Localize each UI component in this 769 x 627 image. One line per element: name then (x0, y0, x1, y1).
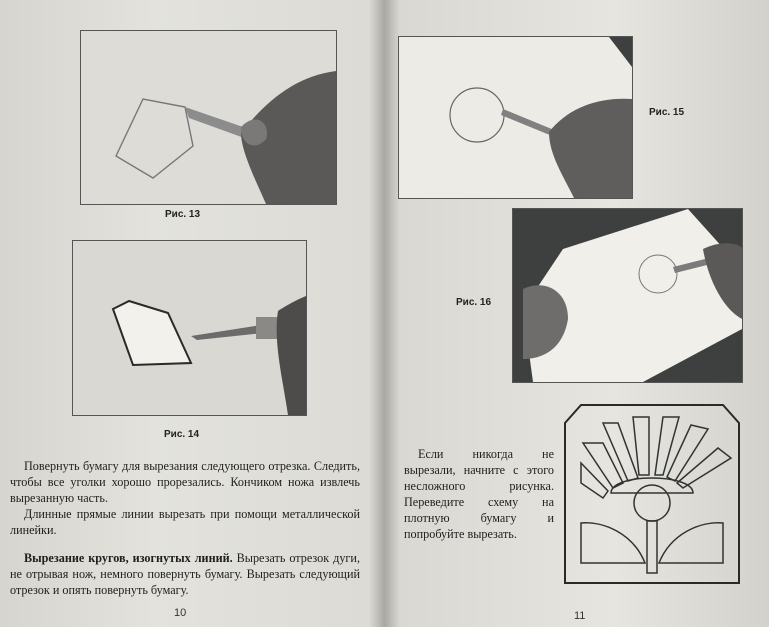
figure-13-caption: Рис. 13 (165, 209, 201, 220)
figure-16-photo (512, 208, 743, 383)
right-paragraph: Если никогда не вырезали, начните с этого несложного рисунка. Переведите схему на плотную бумагу и попробуйте вырезать. (404, 447, 554, 541)
right-body-text (404, 446, 554, 542)
left-page (0, 0, 384, 627)
left-page-number: 10 (174, 607, 187, 619)
figure-16-caption: Рис. 16 (456, 297, 492, 308)
right-page-number: 11 (574, 610, 586, 622)
left-body-text (10, 458, 360, 598)
paragraph-3-heading: Вырезание кругов, изогнутых линий. (24, 551, 233, 565)
figure-15-photo (398, 36, 633, 199)
paragraph-3 (10, 550, 360, 598)
figure-15-caption: Рис. 15 (649, 107, 685, 118)
figure-14-caption: Рис. 14 (164, 429, 200, 440)
figure-13-photo (80, 30, 337, 205)
flower-stencil-pattern (563, 403, 741, 585)
paragraph-3-body: Вырезать отрезок дуги, не отрывая нож, немного повернуть бумагу. Вырезать следующий отрезок и опять повернуть бумагу. (10, 551, 360, 597)
right-page (386, 0, 769, 627)
figure-14-photo (72, 240, 307, 416)
paragraph-1: Повернуть бумагу для вырезания следующего отрезка. Следить, чтобы все уголки хорошо прорезались. Кончиком ножа извлечь вырезанную часть. (10, 459, 360, 505)
paragraph-2: Длинные прямые линии вырезать при помощи металлической линейки. (10, 507, 360, 537)
